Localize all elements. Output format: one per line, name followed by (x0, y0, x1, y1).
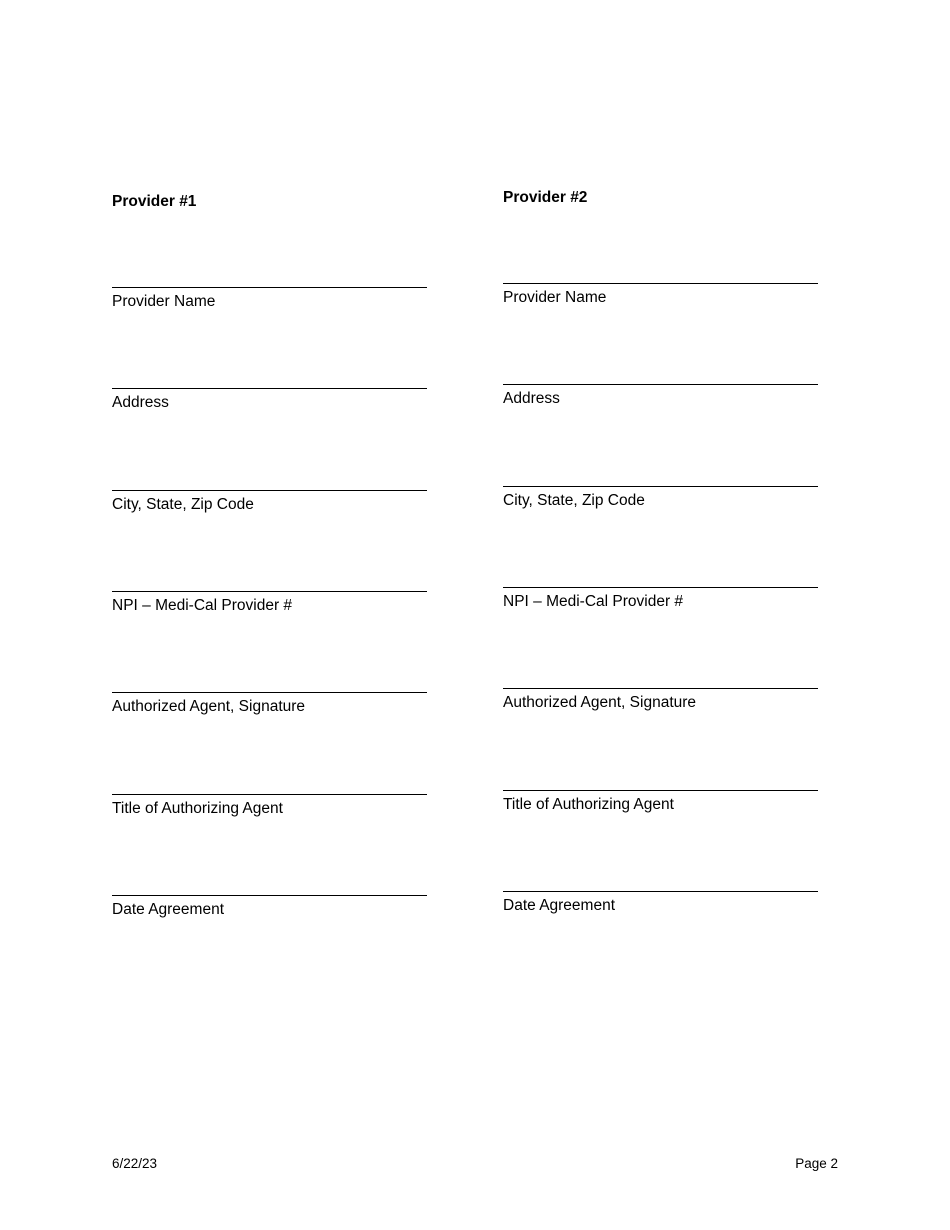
provider-1-address-field[interactable] (112, 388, 428, 412)
footer-page-number: Page 2 (795, 1156, 838, 1171)
npi-provider-number-label: NPI – Medi-Cal Provider # (503, 592, 684, 610)
signature-line[interactable] (503, 688, 818, 689)
provider-1-heading: Provider #1 (112, 193, 197, 210)
signature-line[interactable] (503, 790, 818, 791)
authorized-agent-signature-label: Authorized Agent, Signature (503, 694, 697, 712)
provider-2-npi-provider-number-field[interactable] (503, 587, 819, 611)
signature-line[interactable] (503, 384, 818, 385)
provider-1-date-agreement-field[interactable] (112, 895, 428, 919)
date-agreement-label: Date Agreement (503, 896, 616, 914)
date-agreement-label: Date Agreement (112, 900, 225, 918)
signature-line[interactable] (112, 388, 427, 389)
signature-line[interactable] (503, 587, 818, 588)
signature-line[interactable] (112, 591, 427, 592)
signature-line[interactable] (112, 895, 427, 896)
provider-1-section (112, 193, 432, 918)
provider-2-heading: Provider #2 (503, 189, 588, 206)
npi-provider-number-label: NPI – Medi-Cal Provider # (112, 596, 293, 614)
provider-2-section (503, 189, 823, 914)
provider-2-provider-name-field[interactable] (503, 283, 819, 307)
address-label: Address (112, 394, 169, 412)
provider-2-title-of-authorizing-agent-field[interactable] (503, 790, 819, 814)
title-of-authorizing-agent-label: Title of Authorizing Agent (112, 799, 283, 817)
provider-1-title-of-authorizing-agent-field[interactable] (112, 794, 428, 818)
title-of-authorizing-agent-label: Title of Authorizing Agent (503, 795, 674, 813)
signature-line[interactable] (112, 490, 427, 491)
signature-line[interactable] (112, 692, 427, 693)
provider-1-provider-name-field[interactable] (112, 287, 428, 311)
address-label: Address (503, 390, 560, 408)
city-state-zip-label: City, State, Zip Code (503, 491, 645, 509)
signature-line[interactable] (503, 891, 818, 892)
authorized-agent-signature-label: Authorized Agent, Signature (112, 698, 306, 716)
signature-line[interactable] (112, 794, 427, 795)
provider-2-date-agreement-field[interactable] (503, 891, 819, 915)
city-state-zip-label: City, State, Zip Code (112, 495, 254, 513)
provider-1-npi-provider-number-field[interactable] (112, 591, 428, 615)
provider-1-authorized-agent-signature-field[interactable] (112, 692, 428, 716)
provider-2-authorized-agent-signature-field[interactable] (503, 688, 819, 712)
provider-name-label: Provider Name (503, 289, 607, 306)
signature-line[interactable] (503, 486, 818, 487)
signature-line[interactable] (112, 287, 427, 288)
signature-line[interactable] (503, 283, 818, 284)
footer-date: 6/22/23 (112, 1156, 158, 1171)
provider-2-address-field[interactable] (503, 384, 819, 408)
provider-1-city-state-zip-field[interactable] (112, 490, 428, 514)
provider-2-city-state-zip-field[interactable] (503, 486, 819, 510)
provider-name-label: Provider Name (112, 293, 216, 310)
